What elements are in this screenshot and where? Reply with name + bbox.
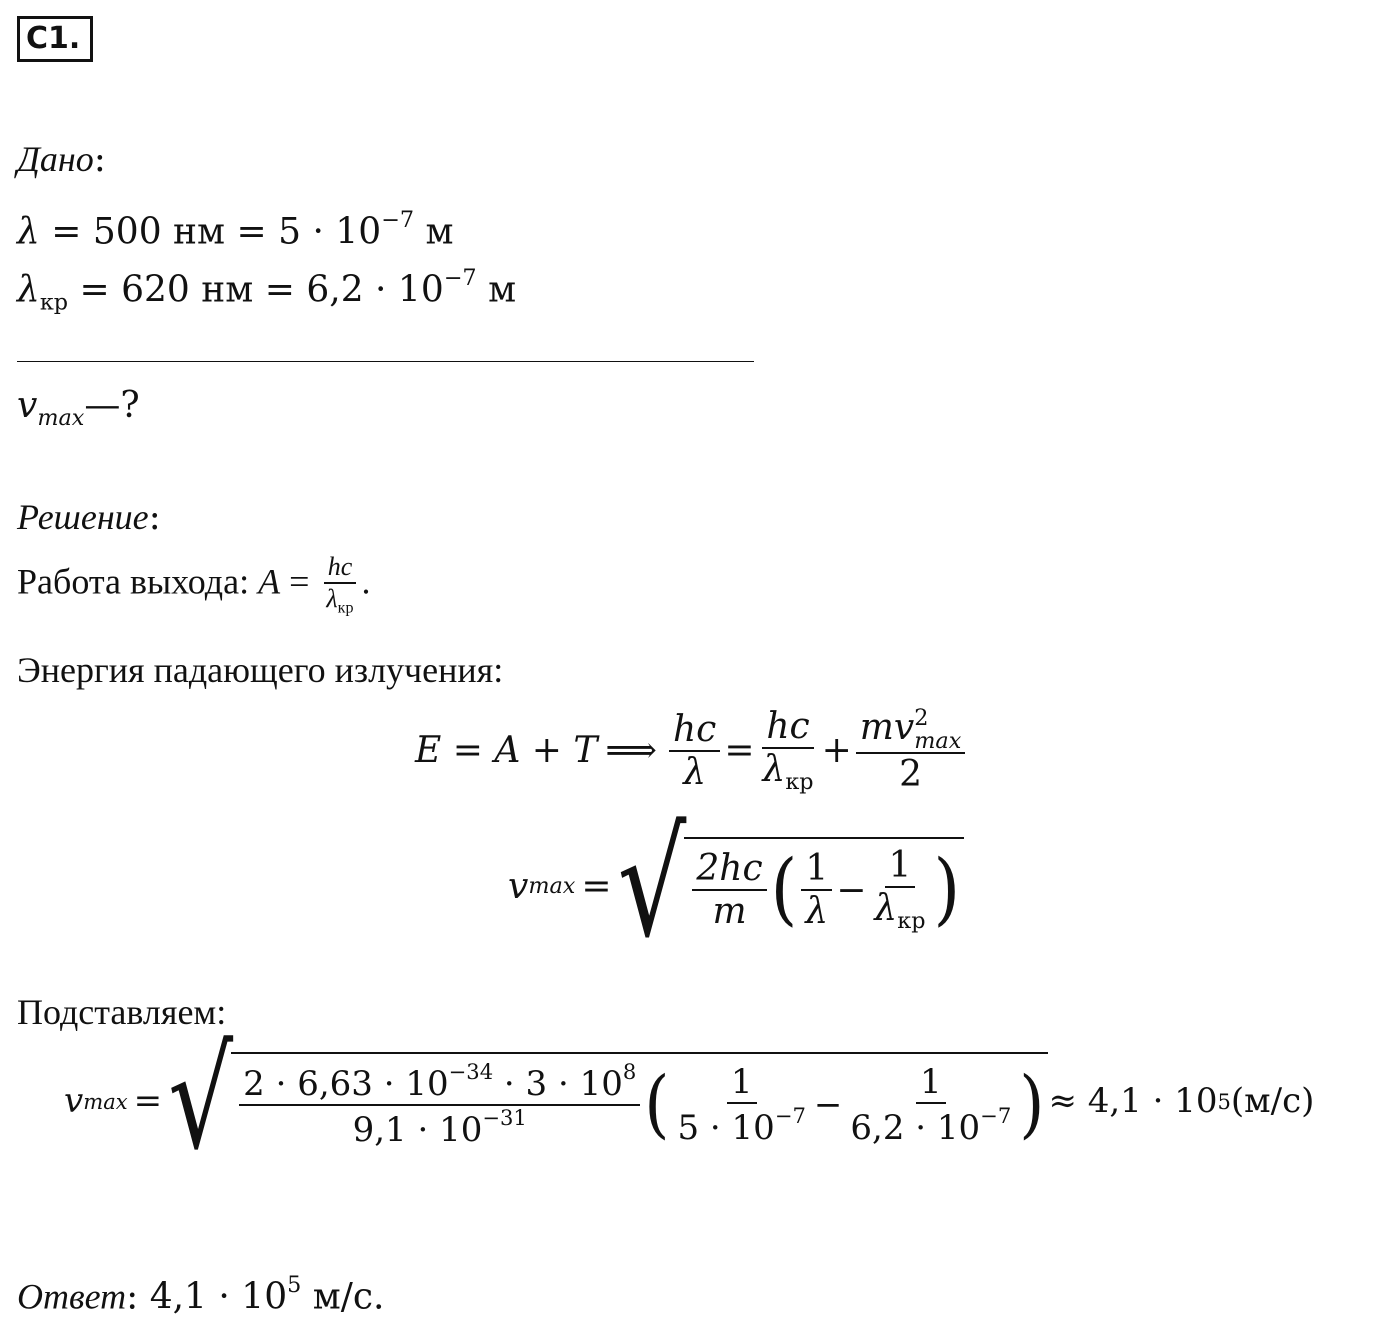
fraction-constants (239, 1060, 640, 1150)
left-paren: ( (644, 1060, 670, 1148)
fraction-denominator (846, 1104, 1015, 1148)
given-heading (17, 137, 106, 182)
equals: = (253, 269, 307, 311)
numerator-part-b: · 3 · 10 (493, 1063, 623, 1104)
fraction-denominator (759, 749, 818, 795)
equals: = (225, 211, 279, 253)
equation-vmax-formula (508, 800, 964, 970)
equation-energy-balance (415, 706, 969, 796)
lambdakr-subscript: кр (39, 289, 69, 316)
lambda-symbol: λ (762, 749, 786, 791)
work-function-text: Работа выхода: (17, 561, 259, 602)
equals: = (280, 561, 319, 602)
radicand (231, 1052, 1048, 1150)
given-colon: : (93, 139, 106, 180)
superscript: 2 (914, 705, 929, 732)
fraction-1-over-lambda-value (673, 1063, 809, 1148)
fraction-denominator: λ (683, 751, 707, 793)
find-subscript: max (37, 404, 85, 431)
minus: − (813, 1085, 843, 1125)
exponent: −34 (448, 1059, 494, 1085)
equation-numeric-substitution (64, 1020, 1315, 1181)
result-unit: (м/с) (1230, 1081, 1315, 1121)
lambda-subscript: кр (337, 599, 354, 617)
lambda-exponent: −7 (381, 207, 415, 233)
fraction-numerator (856, 707, 966, 754)
fraction-numerator: 1 (916, 1063, 946, 1104)
equals: = (581, 865, 612, 907)
equals: = (724, 730, 755, 772)
subscript: max (914, 727, 962, 754)
right-paren: ) (933, 843, 961, 935)
fraction-denominator: λ (805, 891, 829, 932)
find-line (17, 384, 140, 440)
radical-sign: √ (168, 1020, 234, 1181)
radical-sign: √ (617, 800, 687, 970)
work-function-line (17, 552, 371, 618)
energy-label: Энергия падающего излучения: (17, 650, 504, 690)
vmax-subscript: max (83, 1088, 128, 1114)
fraction-denominator: 2 (899, 753, 922, 795)
given-find-divider (17, 361, 754, 362)
equals: = (39, 211, 93, 253)
fraction-hc-lambda (669, 709, 720, 794)
fraction-numerator: 1 (885, 845, 916, 888)
fraction-kinetic-energy (856, 707, 966, 796)
fraction-numerator: hc (762, 706, 813, 749)
lambda-value-mantissa: 5 · 10 (278, 211, 382, 253)
square-root (168, 1020, 1048, 1181)
minus: − (836, 869, 867, 911)
answer-line (17, 1263, 384, 1320)
substitute-label: Подставляем: (17, 992, 227, 1032)
mv: mv (859, 706, 915, 748)
find-symbol: v (17, 385, 38, 426)
lambdakr-symbol: λ (17, 269, 40, 311)
answer-unit: м/с. (301, 1276, 385, 1318)
fraction-2hc-m (692, 848, 766, 933)
equals: = (133, 1081, 163, 1121)
problem-number: C1. (17, 16, 93, 62)
lambdakr-value-mantissa: 6,2 · 10 (306, 269, 444, 311)
lambda-unit: м (414, 211, 454, 253)
fraction-denominator (673, 1104, 809, 1148)
given-lambdakr-line (17, 256, 516, 325)
fraction-denominator (349, 1106, 531, 1150)
fraction-denominator (870, 888, 929, 934)
fraction-denominator (322, 584, 357, 618)
exponent: −31 (482, 1105, 527, 1130)
result-exponent: 5 (1217, 1088, 1231, 1114)
lambdakr-unit: м (476, 269, 517, 311)
given-lambda-line (17, 198, 454, 255)
fraction-numerator: hc (324, 552, 357, 584)
lambda-subscript: кр (897, 908, 926, 935)
solution-colon: : (148, 497, 161, 538)
fraction-numerator: 2hc (692, 848, 766, 891)
lambda-symbol: λ (17, 211, 40, 253)
fraction-denominator: m (712, 891, 747, 932)
work-function-symbol: A (258, 561, 281, 602)
fraction-1-lambdakr (870, 845, 929, 935)
vmax-symbol: v (508, 865, 529, 907)
exponent: −7 (774, 1102, 806, 1128)
exponent: −7 (980, 1102, 1012, 1128)
fraction-numerator: 1 (801, 848, 832, 891)
period: . (361, 561, 371, 602)
denominator-mantissa: 6,2 · 10 (850, 1107, 981, 1148)
lambda-value-nm: 500 нм (92, 211, 226, 253)
answer-colon: : (126, 1276, 150, 1318)
numerator-part-a: 2 · 6,63 · 10 (243, 1063, 449, 1104)
lambdakr-exponent: −7 (443, 265, 477, 291)
work-function-fraction (322, 552, 357, 618)
given-label: Дано (17, 139, 94, 179)
solution-heading (17, 495, 161, 540)
fraction-numerator (239, 1060, 640, 1106)
fraction-numerator: 1 (727, 1063, 757, 1104)
answer-mantissa: 4,1 · 10 (149, 1276, 288, 1318)
equation-lhs: E = A + T (415, 730, 598, 772)
answer-exponent: 5 (287, 1272, 302, 1298)
lambdakr-value-nm: 620 нм (121, 269, 254, 311)
vmax-symbol: v (64, 1081, 84, 1121)
fraction-1-over-lambdakr-value (846, 1063, 1015, 1148)
plus: + (821, 730, 852, 772)
solution-label: Решение (17, 497, 149, 537)
left-paren: ( (770, 843, 798, 935)
fraction-1-lambda (801, 848, 832, 933)
radicand (684, 837, 964, 935)
answer-label: Ответ (17, 1276, 127, 1317)
lambda-symbol: λ (326, 583, 338, 613)
lambda-subscript: кр (785, 769, 814, 796)
find-question: —? (84, 385, 140, 426)
denominator-mantissa: 9,1 · 10 (352, 1109, 483, 1150)
sup-sub-stack (914, 707, 961, 752)
denominator-mantissa: 5 · 10 (677, 1107, 775, 1148)
vmax-subscript: max (528, 873, 576, 899)
implies-arrow: ⟹ (605, 730, 657, 772)
right-paren: ) (1019, 1060, 1045, 1148)
lambda-symbol: λ (874, 888, 898, 930)
fraction-hc-lambdakr (759, 706, 818, 796)
approx-result: ≈ 4,1 · 10 (1048, 1081, 1218, 1121)
equals: = (68, 269, 122, 311)
exponent: 8 (622, 1059, 637, 1085)
fraction-numerator: hc (669, 709, 720, 752)
square-root (617, 800, 965, 970)
